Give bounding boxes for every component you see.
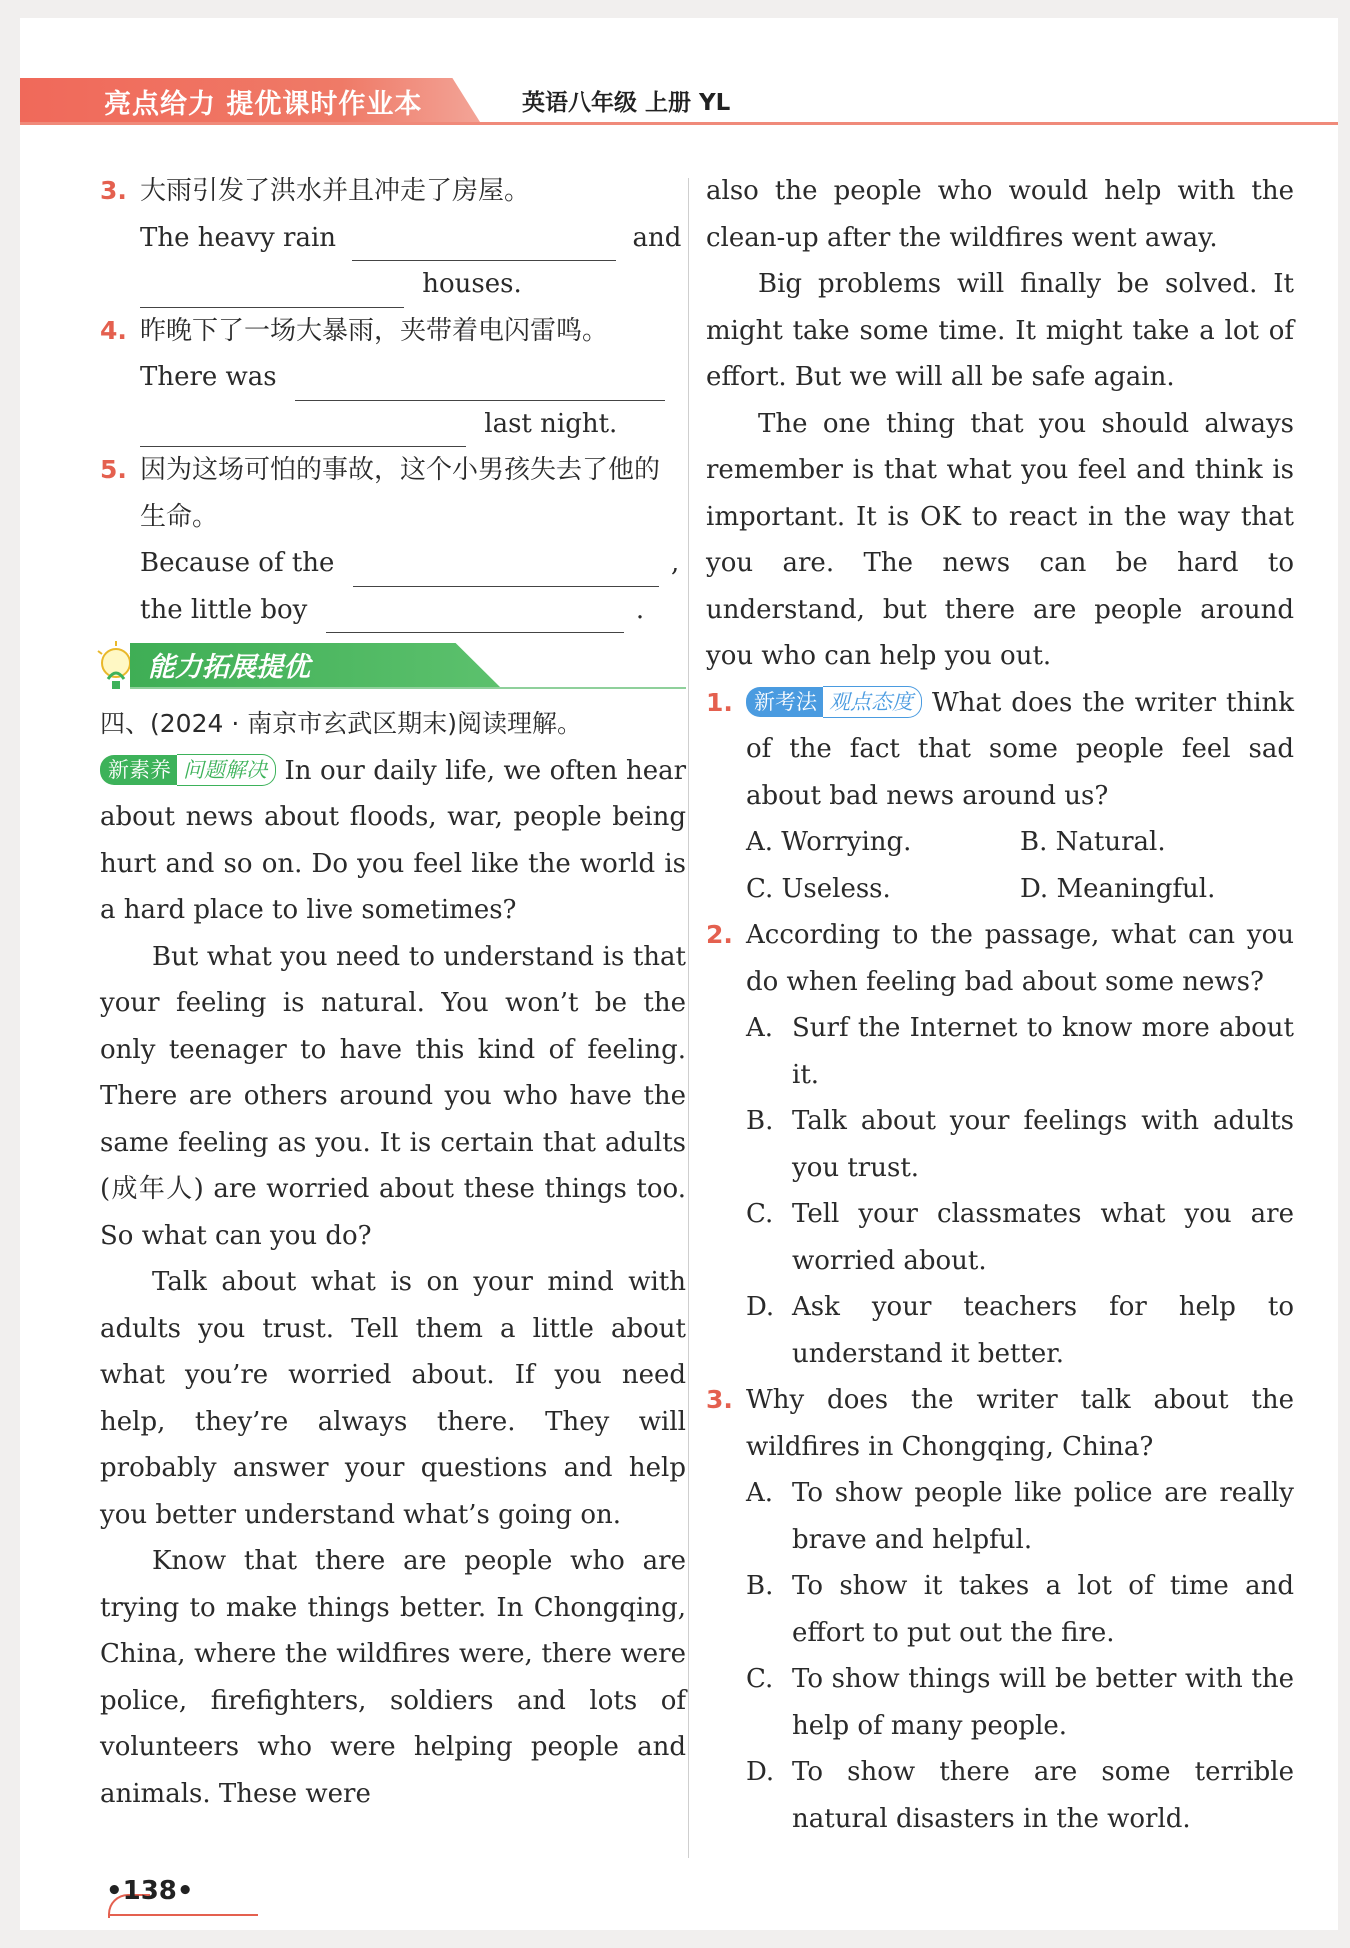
answer-line <box>100 587 686 634</box>
option-letter: A. <box>746 1478 774 1508</box>
answer-blank[interactable] <box>326 602 624 633</box>
option-text: To show there are some terrible natural disasters in the world. <box>792 1757 1294 1834</box>
option-b[interactable] <box>746 1563 1294 1656</box>
header-rule <box>20 122 1338 125</box>
option-letter: D. <box>746 1292 775 1322</box>
question-stem <box>746 680 1294 820</box>
option-text: Talk about your feelings with adults you trust. <box>792 1106 1294 1183</box>
option-text: Surf the Internet to know more about it. <box>792 1013 1294 1090</box>
tag-new-literacy: 新素养 <box>100 755 177 785</box>
question-stem: According to the passage, what can you do when feeling bad about some news? <box>746 920 1294 997</box>
option-b[interactable] <box>746 1098 1294 1191</box>
question-1 <box>706 680 1294 820</box>
question-chinese: 大雨引发了洪水并且冲走了房屋。 <box>140 176 531 206</box>
options-row <box>746 866 1294 913</box>
option-c[interactable] <box>746 1656 1294 1749</box>
tag-attitude: 观点态度 <box>823 686 922 718</box>
option-text: Ask your teachers for help to understand it better. <box>792 1292 1294 1369</box>
answer-prefix: The heavy rain <box>140 222 337 253</box>
options-row <box>746 819 1294 866</box>
question-stem: Why does the writer talk about the wildfires in Chongqing, China? <box>746 1385 1294 1462</box>
question-number: 3. <box>706 1385 733 1414</box>
option-letter: B. <box>746 1571 774 1601</box>
answer-blank[interactable] <box>352 230 616 261</box>
reading-paragraph-3: Talk about what is on your mind with adults you trust. Tell them a little about what you’re worried about. If you need help, they’re always there. They will probably answer your questions and help you better understand what’s going on. <box>100 1267 686 1530</box>
question-number: 4. <box>100 315 127 345</box>
options-list <box>706 1470 1294 1842</box>
option-letter: C. <box>746 1199 774 1229</box>
banner-label: 能力拓展提优 <box>148 652 310 683</box>
worksheet-page <box>20 18 1338 1930</box>
answer-comma: , <box>670 548 680 578</box>
reading-paragraph-4-continued: also the people who would help with the clean-up after the wildfires went away. <box>706 176 1294 253</box>
right-column <box>706 168 1294 1842</box>
translation-q3 <box>100 168 686 215</box>
reading-paragraph-1 <box>100 748 686 934</box>
tag-new-method: 新考法 <box>746 687 823 717</box>
translation-q4 <box>100 308 686 355</box>
option-letter: D. <box>746 1757 775 1787</box>
answer-line <box>100 261 686 308</box>
answer-blank[interactable] <box>140 416 466 447</box>
page-number: •138• <box>106 1876 194 1906</box>
answer-suffix: . <box>635 594 645 625</box>
reading-paragraph-6: The one thing that you should always remember is that what you feel and think is important. It is OK to react in the way that you are. The news can be hard to understand, but there are people around you who can help you out. <box>706 408 1294 671</box>
reading-paragraph-5: Big problems will finally be solved. It might take some time. It might take a lot of effort. But we will all be safe again. <box>706 269 1294 392</box>
header-subject: 英语八年级 上册 YL <box>522 90 731 116</box>
question-number: 1. <box>706 687 733 717</box>
left-column <box>100 168 686 1817</box>
answer-suffix: last night. <box>484 408 618 439</box>
option-d[interactable]: D. Meaningful. <box>1020 873 1216 904</box>
translation-q5 <box>100 447 686 540</box>
column-divider <box>688 178 689 1858</box>
section-banner <box>90 637 686 695</box>
reading-section-title: 四、(2024 · 南京市玄武区期末)阅读理解。 <box>100 709 582 738</box>
answer-blank[interactable] <box>140 277 404 308</box>
option-b[interactable]: B. Natural. <box>1020 827 1166 857</box>
page-header <box>20 78 1338 138</box>
option-a[interactable] <box>746 1005 1294 1098</box>
tag-problem-solving: 问题解决 <box>177 754 276 786</box>
option-letter: A. <box>746 1013 774 1043</box>
options-list <box>706 1005 1294 1377</box>
answer-prefix: There was <box>140 362 277 392</box>
option-c[interactable] <box>746 1191 1294 1284</box>
option-a[interactable] <box>746 1470 1294 1563</box>
answer-line <box>100 354 686 401</box>
question-number: 2. <box>706 920 733 949</box>
answer-prefix: Because of the <box>140 548 335 578</box>
option-text: To show it takes a lot of time and effort to put out the fire. <box>792 1571 1294 1648</box>
option-text: Tell your classmates what you are worried about. <box>792 1199 1294 1276</box>
options-grid <box>706 819 1294 912</box>
header-title: 亮点给力 提优课时作业本 <box>104 89 423 120</box>
answer-line <box>100 215 686 262</box>
question-number: 5. <box>100 455 127 484</box>
option-a[interactable]: A. Worrying. <box>746 827 912 857</box>
reading-paragraph-2: But what you need to understand is that your feeling is natural. You won’t be the only teenager to have this kind of feeling. There are others around you who have the same feeling as you. It is certain that adults (成年人) are worried about these things too. So what can you do? <box>100 941 686 1251</box>
answer-connector: and <box>632 222 682 253</box>
answer-line <box>100 540 686 587</box>
question-number: 3. <box>100 176 127 205</box>
paragraph-text: In our daily life, we often hear about news about floods, war, people being hurt and so on. Do you feel like the world is a hard place to live sometimes? <box>100 755 687 925</box>
footer-rule <box>108 1914 258 1916</box>
option-letter: B. <box>746 1106 774 1136</box>
question-2 <box>706 912 1294 1005</box>
question-chinese: 昨晚下了一场大暴雨，夹带着电闪雷鸣。 <box>140 315 609 346</box>
question-3 <box>706 1377 1294 1470</box>
option-c[interactable]: C. Useless. <box>746 873 891 904</box>
answer-prefix: the little boy <box>140 594 308 625</box>
option-letter: C. <box>746 1664 774 1694</box>
option-text: To show things will be better with the help of many people. <box>792 1664 1294 1741</box>
answer-blank[interactable] <box>353 556 659 587</box>
answer-line <box>100 401 686 448</box>
option-text: To show people like police are really brave and helpful. <box>792 1478 1294 1555</box>
stem-text: What does the writer think of the fact that some people feel sad about bad news around us? <box>746 687 1295 811</box>
answer-blank[interactable] <box>295 370 665 401</box>
banner-rule <box>130 687 686 689</box>
option-d[interactable] <box>746 1284 1294 1377</box>
option-d[interactable] <box>746 1749 1294 1842</box>
reading-paragraph-4: Know that there are people who are trying to make things better. In Chongqing, China, where the wildfires were, there were police, firefighters, soldiers and lots of volunteers who were helping people and animals. These were <box>100 1546 686 1809</box>
answer-suffix: houses. <box>422 269 522 299</box>
question-chinese: 因为这场可怕的事故，这个小男孩失去了他的生命。 <box>140 455 661 532</box>
